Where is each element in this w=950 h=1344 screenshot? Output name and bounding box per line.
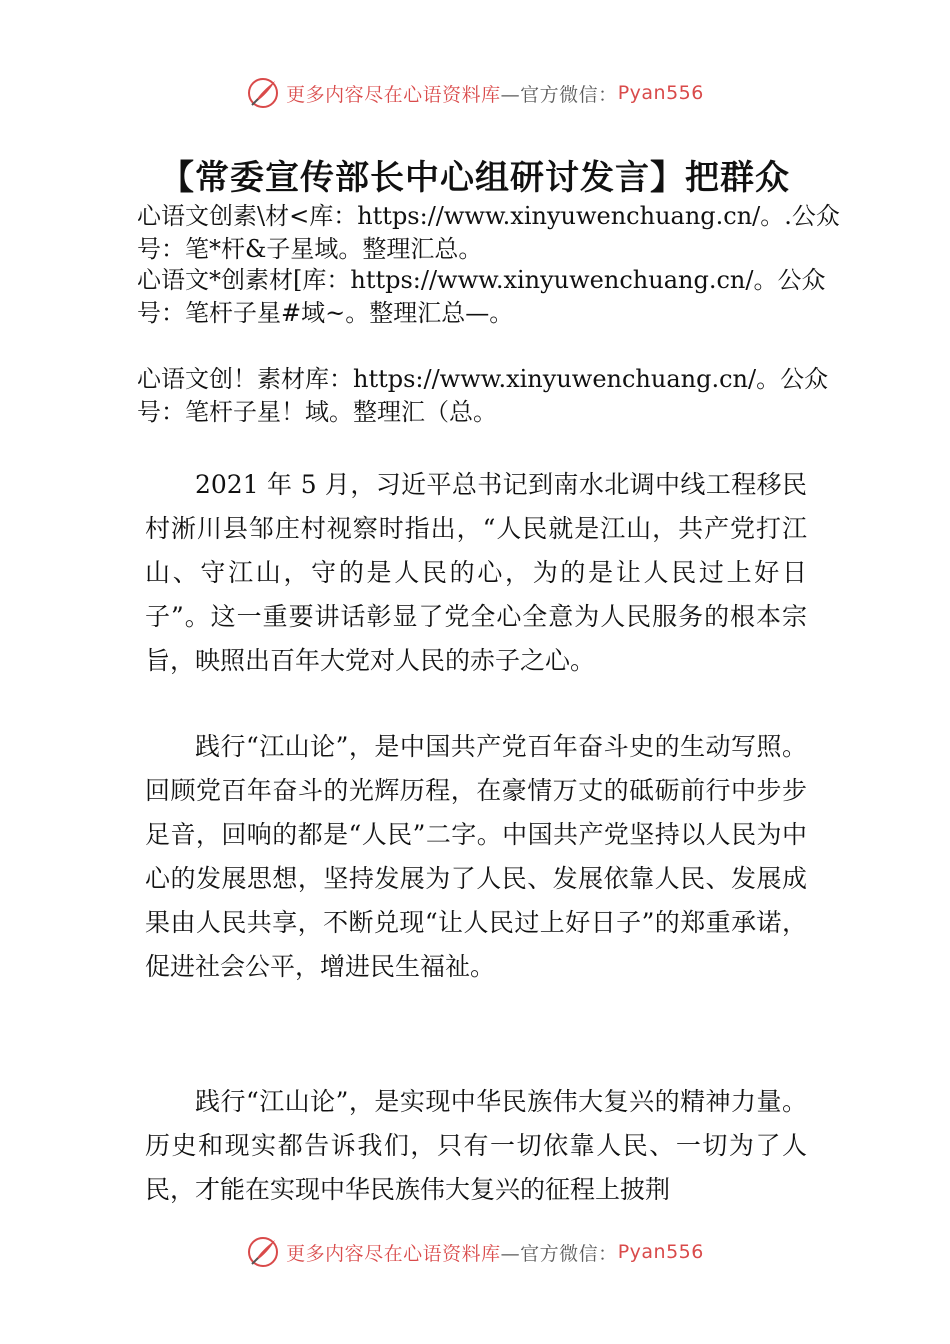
document-title: 【常委宣传部长中心组研讨发言】把群众 [160, 158, 790, 198]
feather-pen-logo-icon [246, 76, 280, 110]
banner-wechat-id: Pyan556 [617, 82, 704, 104]
body-paragraph-3: 践行“江山论”，是实现中华民族伟大复兴的精神力量。历史和现实都告诉我们，只有一切依靠人民、一切为了人民，才能在实现中华民族伟大复兴的征程上披荆 [145, 1087, 807, 1204]
banner-text: 更多内容尽在心语资料库 [286, 1242, 501, 1265]
banner-wechat-id: Pyan556 [617, 1241, 704, 1263]
body-paragraph-1: 2021 年 5 月，习近平总书记到南水北调中线工程移民村淅川县邹庄村视察时指出，“人民就是江山，共产党打江山、守江山，守的是人民的心，为的是让人民过上好日子”。这一重要讲话彰显了党全心全意为人民服务的根本宗旨，映照出百年大党对人民的赤子之心。 [145, 470, 807, 675]
banner-separator: —官方微信： [500, 83, 618, 106]
feather-pen-logo-icon [246, 1235, 280, 1269]
header-banner [0, 73, 950, 113]
body-paragraph-2: 践行“江山论”，是中国共产党百年奋斗史的生动写照。回顾党百年奋斗的光辉历程，在豪情万丈的砥砺前行中步步足音，回响的都是“人民”二字。中国共产党坚持以人民为中心的发展思想，坚持发展为了人民、发展依靠人民、发展成果由人民共享，不断兑现“让人民过上好日子”的郑重承诺，促进社会公平，增进民生福祉。 [145, 732, 807, 981]
banner-text: 更多内容尽在心语资料库 [286, 83, 501, 106]
banner-separator: —官方微信： [500, 1242, 618, 1265]
footer-banner [0, 1232, 950, 1272]
source-notice-2: 心语文*创素材[库：https://www.xinyuwenchuang.cn/。公众号：笔杆子星#域~。整理汇总—。 [137, 266, 826, 327]
source-notice-1: 心语文创素\材<库：https://www.xinyuwenchuang.cn/。.公众号：笔*杆&子星域。整理汇总。 [137, 202, 840, 263]
source-notice-3: 心语文创！素材库：https://www.xinyuwenchuang.cn/。公众号：笔杆子星！域。整理汇（总。 [137, 365, 829, 426]
